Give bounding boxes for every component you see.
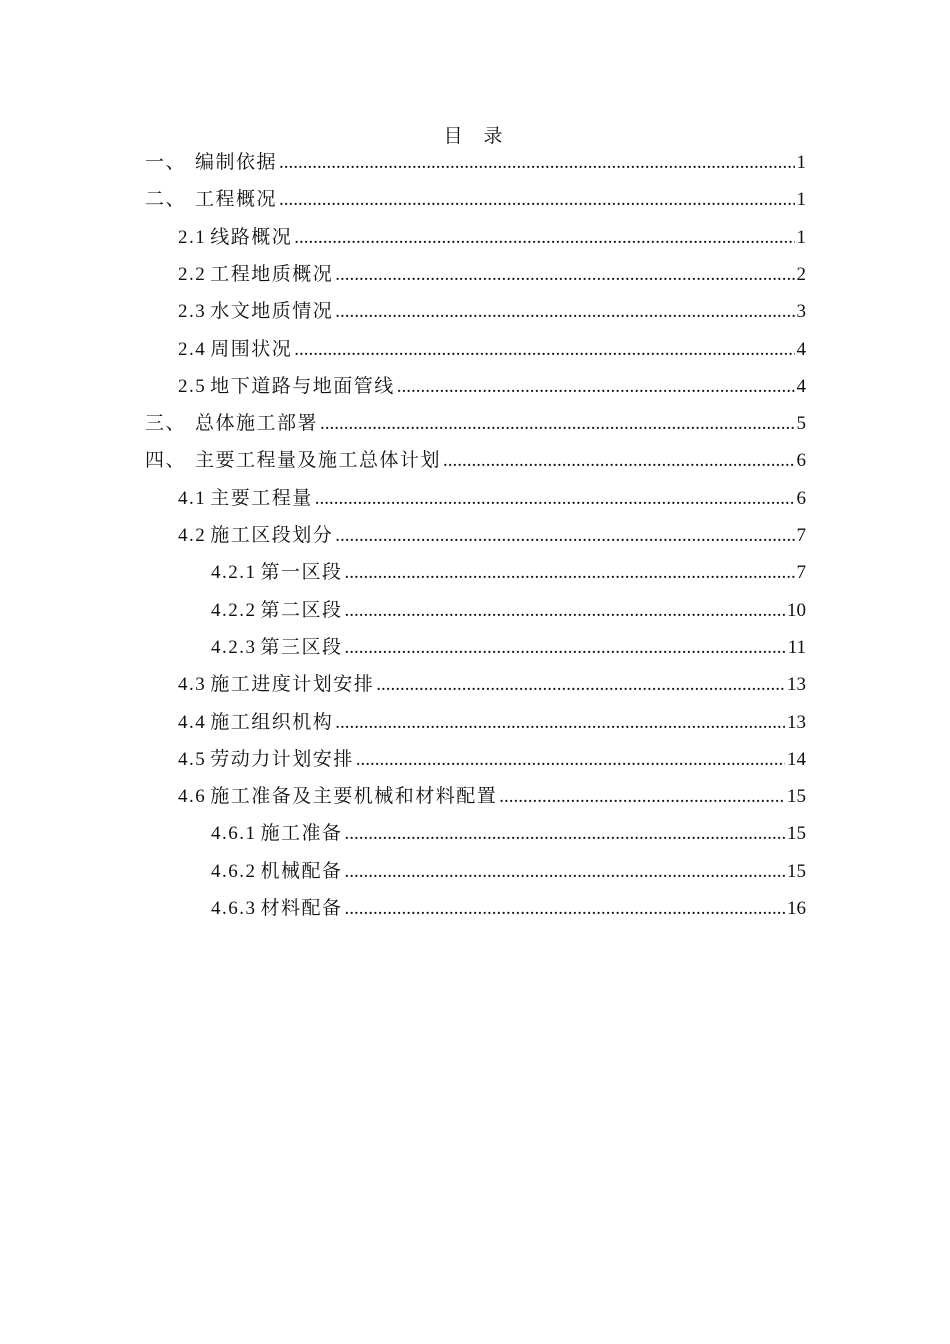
toc-entry-label: 工程地质概况 xyxy=(210,263,334,285)
toc-page-number: 15 xyxy=(787,860,806,882)
toc-dot-leader xyxy=(279,150,794,176)
toc-page-number: 5 xyxy=(796,413,806,435)
toc-title: 目 录 xyxy=(443,126,511,147)
toc-entry-label: 施工组织机构 xyxy=(210,711,334,733)
toc-entry-label: 水文地质情况 xyxy=(210,301,334,323)
toc-page-number: 4 xyxy=(796,375,806,397)
toc-entry[interactable] xyxy=(211,594,806,624)
toc-page-number: 1 xyxy=(796,189,806,211)
toc-entry-number: 2.1 xyxy=(178,226,207,248)
toc-entry[interactable] xyxy=(211,817,806,847)
toc-entry[interactable] xyxy=(145,183,806,213)
toc-entry-label: 地下道路与地面管线 xyxy=(210,375,395,397)
toc-entry[interactable] xyxy=(178,780,806,810)
toc-entry-label: 施工准备及主要机械和材料配置 xyxy=(210,786,498,808)
toc-page-number: 7 xyxy=(796,525,806,546)
toc-dot-leader xyxy=(345,821,785,847)
toc-page-number: 11 xyxy=(787,636,806,658)
toc-entry-number: 四、 xyxy=(145,450,187,472)
toc-entry-label: 第一区段 xyxy=(260,562,343,584)
toc-entry[interactable] xyxy=(145,444,806,474)
toc-dot-leader xyxy=(345,598,785,624)
toc-entry-number: 4.2.1 xyxy=(211,562,257,584)
toc-entry-number: 4.2.2 xyxy=(211,599,257,621)
toc-entry-number: 一、 xyxy=(145,152,187,173)
toc-entry-label: 第三区段 xyxy=(260,636,343,658)
toc-entry-number: 4.6.3 xyxy=(211,898,257,919)
toc-dot-leader xyxy=(335,299,794,325)
toc-entry[interactable] xyxy=(178,333,806,363)
toc-entry-label: 劳动力计划安排 xyxy=(210,748,354,770)
toc-entry[interactable] xyxy=(178,258,806,288)
toc-page-number: 4 xyxy=(796,338,806,360)
toc-entry-label: 编制依据 xyxy=(195,152,278,173)
toc-entry[interactable] xyxy=(178,706,806,736)
toc-dot-leader xyxy=(294,225,794,251)
toc-page-number: 14 xyxy=(787,748,806,770)
toc-dot-leader xyxy=(345,560,795,586)
toc-page-number: 2 xyxy=(796,263,806,285)
toc-entry-number: 4.2.3 xyxy=(211,636,257,658)
toc-entry[interactable] xyxy=(178,221,806,251)
toc-entry-label: 第二区段 xyxy=(260,599,343,621)
toc-page-number: 1 xyxy=(796,152,806,173)
toc-entry[interactable] xyxy=(178,370,806,400)
toc-page-number: 15 xyxy=(787,786,806,808)
toc-dot-leader xyxy=(279,187,794,213)
toc-entry-number: 4.1 xyxy=(178,487,207,509)
toc-entry-label: 主要工程量 xyxy=(210,487,313,509)
toc-dot-leader xyxy=(335,710,785,736)
toc-entry-label: 施工区段划分 xyxy=(210,525,334,546)
toc-page-number: 13 xyxy=(787,674,806,696)
toc-page-number: 7 xyxy=(796,562,806,584)
toc-entry[interactable] xyxy=(211,556,806,586)
toc-entry-number: 二、 xyxy=(145,189,187,211)
toc-page-number: 10 xyxy=(787,599,806,621)
toc-entry[interactable] xyxy=(211,631,806,661)
toc-dot-leader xyxy=(345,635,786,661)
toc-dot-leader xyxy=(499,784,785,810)
toc-dot-leader xyxy=(376,672,785,698)
toc-entry[interactable] xyxy=(178,668,806,698)
toc-entry[interactable] xyxy=(178,295,806,325)
toc-entry-number: 2.3 xyxy=(178,301,207,323)
toc-entry-number: 2.2 xyxy=(178,263,207,285)
toc-entry-number: 4.3 xyxy=(178,674,207,696)
toc-entry-label: 主要工程量及施工总体计划 xyxy=(195,450,442,472)
toc-page-number: 6 xyxy=(796,487,806,509)
toc-entry-label: 线路概况 xyxy=(210,226,293,248)
toc-page-number: 15 xyxy=(787,823,806,845)
toc-page-number: 16 xyxy=(787,898,806,919)
toc-entry[interactable] xyxy=(178,482,806,512)
toc-page-number: 1 xyxy=(796,226,806,248)
toc-entry-label: 机械配备 xyxy=(260,860,343,882)
toc-entry[interactable] xyxy=(211,855,806,885)
toc-entry-label: 周围状况 xyxy=(210,338,293,360)
toc-entry[interactable] xyxy=(211,892,806,922)
toc-entry-number: 三、 xyxy=(145,413,187,435)
toc-entry-number: 4.5 xyxy=(178,748,207,770)
toc-entry-number: 2.4 xyxy=(178,338,207,360)
toc-entry[interactable] xyxy=(178,743,806,773)
toc-dot-leader xyxy=(443,448,794,474)
toc-dot-leader xyxy=(294,337,794,363)
toc-page-number: 6 xyxy=(796,450,806,472)
toc-entry-number: 4.6.2 xyxy=(211,860,257,882)
toc-entry-number: 2.5 xyxy=(178,375,207,397)
toc-entry-label: 施工准备 xyxy=(260,823,343,845)
toc-dot-leader xyxy=(335,262,794,288)
toc-dot-leader xyxy=(397,374,795,400)
toc-dot-leader xyxy=(356,747,785,773)
toc-page-number: 13 xyxy=(787,711,806,733)
toc-dot-leader xyxy=(345,896,785,922)
toc-dot-leader xyxy=(345,859,785,885)
toc-entry-number: 4.4 xyxy=(178,711,207,733)
toc-entry-label: 总体施工部署 xyxy=(195,413,319,435)
toc-dot-leader xyxy=(335,523,794,549)
toc-entry[interactable] xyxy=(145,407,806,437)
toc-entry-number: 4.6.1 xyxy=(211,823,257,845)
toc-entry[interactable] xyxy=(178,519,806,549)
toc-entry-number: 4.2 xyxy=(178,525,207,546)
toc-entry-label: 工程概况 xyxy=(195,189,278,211)
toc-entry-label: 施工进度计划安排 xyxy=(210,674,375,696)
toc-entry-label: 材料配备 xyxy=(260,898,343,919)
toc-entry-number: 4.6 xyxy=(178,786,207,808)
toc-entry[interactable] xyxy=(145,146,806,176)
toc-dot-leader xyxy=(315,486,795,512)
toc-dot-leader xyxy=(320,411,794,437)
toc-page-number: 3 xyxy=(796,301,806,323)
